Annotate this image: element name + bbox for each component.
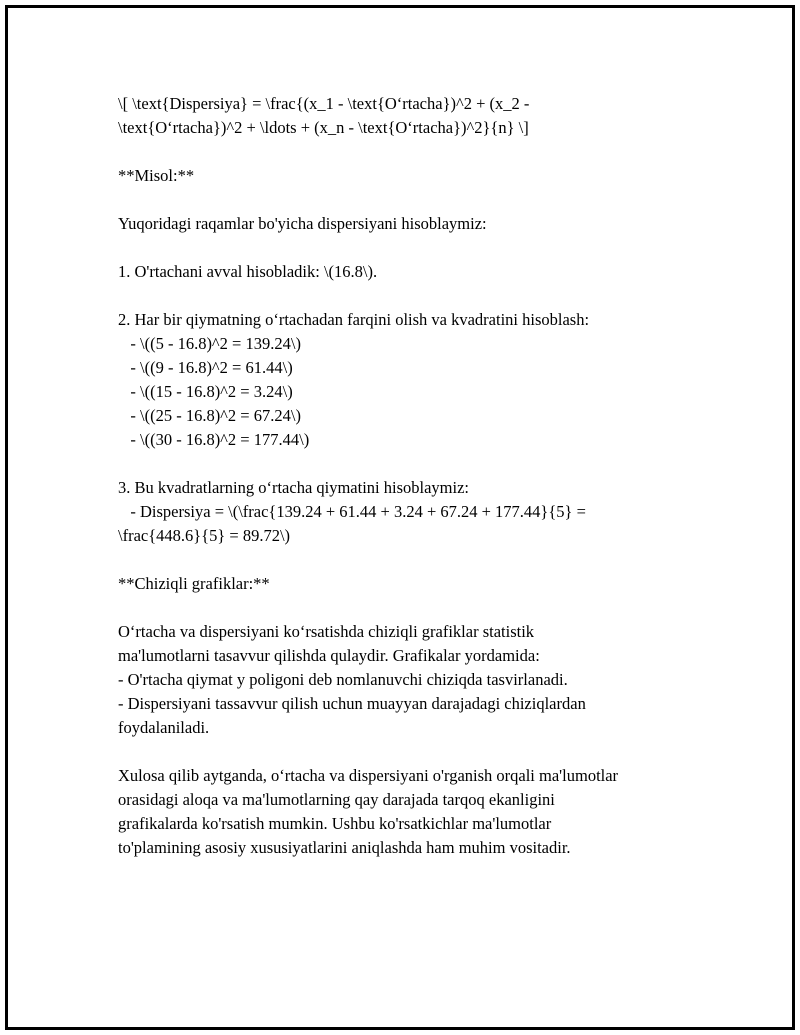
list-item: - \((25 - 16.8)^2 = 67.24\) [118,406,301,425]
step-1 [118,260,718,284]
charts-heading [118,572,718,596]
text-line: foydalaniladi. [118,718,210,737]
list-item: - \((9 - 16.8)^2 = 61.44\) [118,358,293,377]
intro-paragraph [118,212,718,236]
text-line: orasidagi aloqa va ma'lumotlarning qay darajada tarqoq ekanligini [118,790,555,809]
text-line: \[ \text{Dispersiya} = \frac{(x_1 - \text{O‘rtacha})^2 + (x_2 - [118,94,530,113]
text-line: ma'lumotlarni tasavvur qilishda qulaydir. Grafikalar yordamida: [118,646,540,665]
text-line: to'plamining asosiy xususiyatlarini aniqlashda ham muhim vositadir. [118,838,571,857]
text-line: grafikalarda ko'rsatish mumkin. Ushbu ko'rsatkichlar ma'lumotlar [118,814,552,833]
list-item: - O'rtacha qiymat y poligoni deb nomlanuvchi chiziqda tasvirlanadi. [118,670,568,689]
formula-block [118,92,718,140]
step-3 [118,476,718,548]
text-line: **Misol:** [118,166,195,185]
list-item: - \((30 - 16.8)^2 = 177.44\) [118,430,310,449]
step-2 [118,308,718,452]
conclusion-paragraph [118,764,718,860]
text-line: \frac{448.6}{5} = 89.72\) [118,526,291,545]
list-item: - Dispersiya = \(\frac{139.24 + 61.44 + 3.24 + 67.24 + 177.44}{5} = [118,502,586,521]
text-line: **Chiziqli grafiklar:** [118,574,270,593]
text-line: \text{O‘rtacha})^2 + \ldots + (x_n - \text{O‘rtacha})^2}{n} \] [118,118,529,137]
charts-paragraph [118,620,718,740]
text-line: 1. O'rtachani avval hisobladik: \(16.8\). [118,262,378,281]
text-line: 3. Bu kvadratlarning o‘rtacha qiymatini hisoblaymiz: [118,478,469,497]
text-line: Xulosa qilib aytganda, o‘rtacha va dispersiyani o'rganish orqali ma'lumotlar [118,766,619,785]
text-line: Yuqoridagi raqamlar bo'yicha dispersiyani hisoblaymiz: [118,214,487,233]
list-item: - \((15 - 16.8)^2 = 3.24\) [118,382,293,401]
document-body [118,92,718,860]
text-line: 2. Har bir qiymatning o‘rtachadan farqini olish va kvadratini hisoblash: [118,310,590,329]
text-line: O‘rtacha va dispersiyani ko‘rsatishda chiziqli grafiklar statistik [118,622,535,641]
list-item: - \((5 - 16.8)^2 = 139.24\) [118,334,301,353]
list-item: - Dispersiyani tassavvur qilish uchun muayyan darajadagi chiziqlardan [118,694,586,713]
example-heading [118,164,718,188]
